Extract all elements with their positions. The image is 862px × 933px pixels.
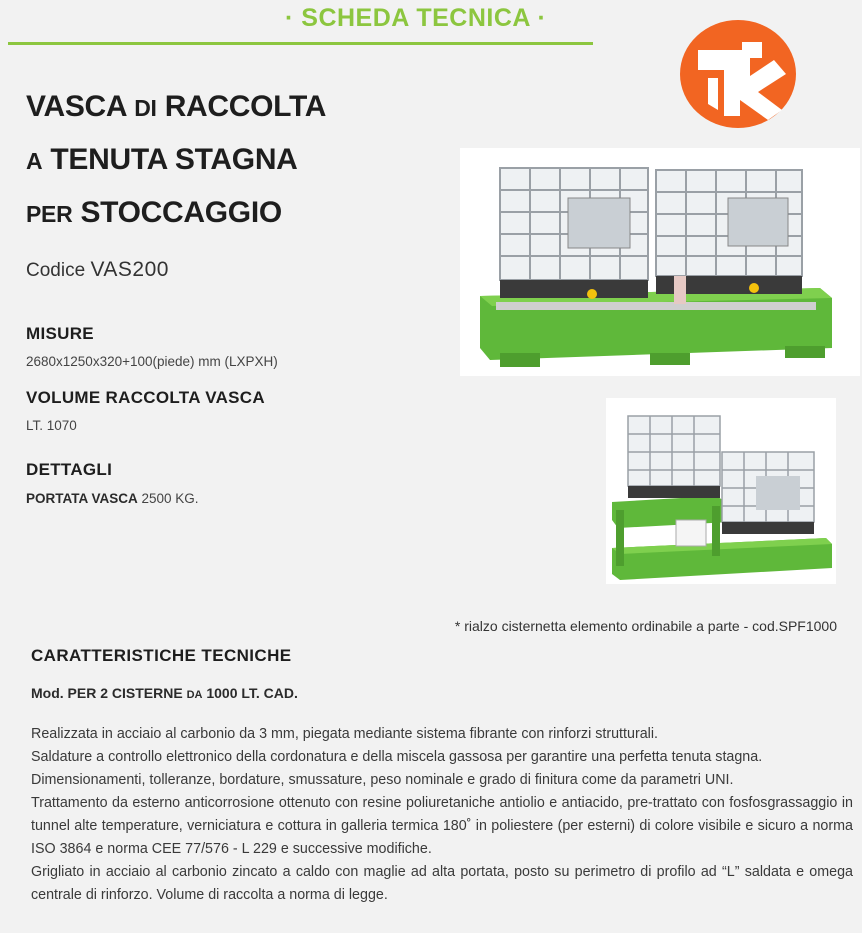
tech-paragraph: Saldature a controllo elettronico della cordonatura e della miscela gassosa per garantire una perfetta tenuta stagna. [31, 749, 763, 765]
title-word: RACCOLTA [164, 90, 327, 123]
product-image-platform [606, 398, 836, 584]
tech-paragraph: Trattamento da esterno anticorrosione ottenuto con resine poliuretaniche antiolio e antiacido, pre-trattato con fosfosgrassaggio in tunnel alte temperature, verniciatura e cottura in galleria termica 180˚ in poliestere (per esterni) di colore visibile e sicuro a norma ISO 3864 e norma CEE 77/576 - L 229 e successive modifiche. [31, 795, 853, 857]
header-divider [8, 42, 593, 45]
model-prefix: Mod. PER 2 CISTERNE [31, 685, 183, 701]
tech-paragraph: Grigliato in acciaio al carbonio zincato a caldo con maglie ad alta portata, posto su perimetro di profilo ad “L” saldata e omega centrale di rinforzo. Volume di raccolta a norma di legge. [31, 864, 853, 903]
measures-value: 2680x1250x320+100(piede) mm (LXPXH) [26, 354, 278, 369]
title-line-3 [26, 196, 282, 230]
details-heading: DETTAGLI [26, 460, 113, 479]
brand-logo-icon [678, 18, 798, 130]
title-line-1 [26, 90, 326, 124]
title-word-small: PER [26, 201, 73, 227]
product-image-tank [460, 148, 860, 376]
code-value: VAS200 [90, 258, 169, 281]
footnote: * rialzo cisternetta elemento ordinabile a parte - cod.SPF1000 [454, 618, 837, 634]
tech-paragraph: Dimensionamenti, tolleranze, bordature, smussature, peso nominale e grado di finitura come da parametri UNI. [31, 772, 734, 788]
model-suffix: 1000 LT. CAD. [206, 685, 298, 701]
tech-paragraph: Realizzata in acciaio al carbonio da 3 mm, piegata mediante sistema fibrante con rinforzi strutturali. [31, 726, 658, 742]
tech-model [31, 685, 298, 701]
header-title: · SCHEDA TECNICA · [285, 4, 547, 32]
code-label: Codice [26, 260, 86, 281]
details-value [26, 491, 199, 506]
title-word-small: A [26, 148, 43, 174]
model-small: DA [186, 689, 203, 701]
title-word-small: DI [134, 95, 157, 121]
title-word: VASCA [26, 90, 127, 123]
title-line-2 [26, 143, 298, 177]
tech-heading: CARATTERISTICHE TECNICHE [31, 646, 292, 665]
tech-description [31, 723, 853, 907]
volume-heading: VOLUME RACCOLTA VASCA [26, 388, 265, 407]
details-amount: 2500 KG. [141, 491, 199, 506]
volume-value: LT. 1070 [26, 418, 77, 433]
details-key: PORTATA VASCA [26, 491, 138, 506]
measures-heading: MISURE [26, 324, 94, 343]
title-word: TENUTA STAGNA [50, 143, 298, 176]
product-code [26, 258, 169, 282]
title-word: STOCCAGGIO [80, 196, 282, 229]
